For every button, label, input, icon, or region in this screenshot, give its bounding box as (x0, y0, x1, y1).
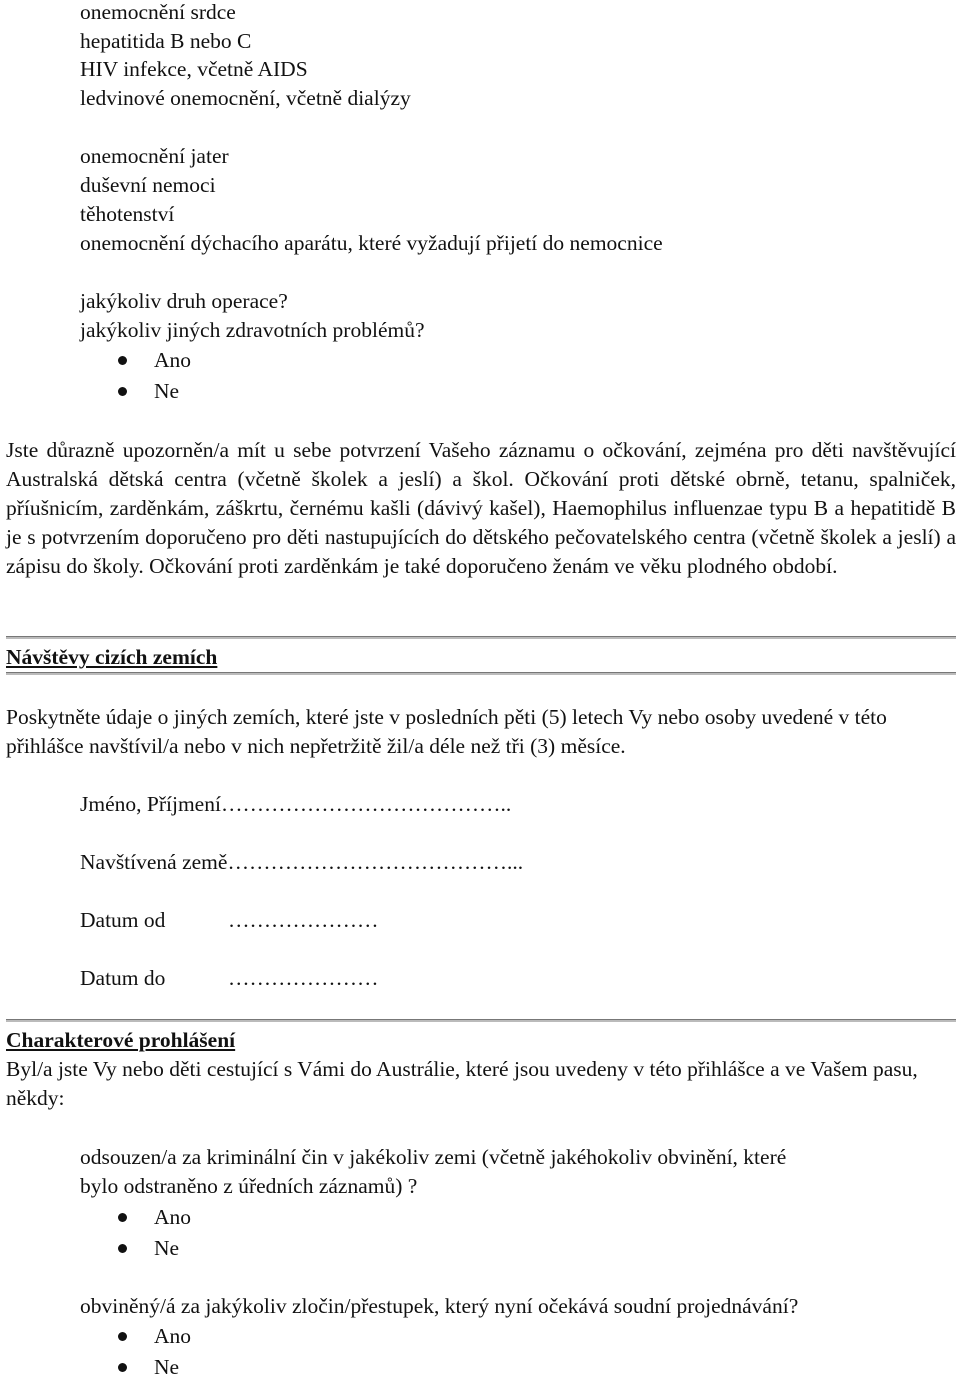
bullet-icon (118, 356, 127, 365)
bullet-icon (118, 1213, 127, 1222)
field-label-name: Jméno, Příjmení………………………………….. (80, 792, 512, 816)
field-label-date-to: Datum do (80, 966, 166, 990)
section-heading-foreign-visits: Návštěvy cizích zemích (6, 645, 218, 669)
character-intro: Byl/a jste Vy nebo děti cestující s Vámi do Austrálie, které jsou uvedeny v této přihlášce a ve Vašem pasu, někdy: (6, 1057, 918, 1110)
option-no[interactable] (118, 377, 179, 406)
list-item: HIV infekce, včetně AIDS (80, 57, 308, 81)
option-label: Ano (154, 348, 192, 372)
foreign-visits-intro: Poskytněte údaje o jiných zemích, které jste v posledních pěti (5) letech Vy nebo osoby uvedené v této přihlášce navštívil/a nebo v nich nepřetržitě žil/a déle než tři (3) měsíce. (6, 705, 887, 758)
country-field[interactable]: …………………………………... (227, 850, 524, 874)
option-yes[interactable] (118, 346, 191, 375)
option-label: Ne (154, 379, 180, 403)
option-label: Ne (154, 1355, 180, 1379)
name-field[interactable]: ………………………………….. (220, 792, 512, 816)
bullet-icon (118, 1244, 127, 1253)
bullet-icon (118, 1363, 127, 1372)
list-item: duševní nemoci (80, 173, 216, 197)
option-yes[interactable] (118, 1203, 191, 1232)
option-label: Ne (154, 1236, 180, 1260)
list-item: onemocnění jater (80, 144, 229, 168)
bullet-icon (118, 1332, 127, 1341)
bullet-icon (118, 387, 127, 396)
section-heading-character: Charakterové prohlášení (6, 1028, 236, 1052)
list-item: jakýkoliv druh operace? (80, 289, 288, 313)
section-divider (6, 672, 956, 675)
option-no[interactable] (118, 1234, 179, 1263)
list-item: ledvinové onemocnění, včetně dialýzy (80, 86, 411, 110)
list-item: onemocnění srdce (80, 0, 236, 24)
question-text: obviněný/á za jakýkoliv zločin/přestupek, který nyní očekává soudní projednávání? (80, 1294, 799, 1318)
vaccination-paragraph: Jste důrazně upozorněn/a mít u sebe potvrzení Vašeho záznamu o očkování, zejména pro děti navštěvující Australská dětská centra (včetně školek a jeslí) a škol. Očkování proti dětské obrně, tetanu, spalniček, příušnicím, zarděnkám, záškrtu, černému kašli (dávivý kašel), Haemophilus influenzae typu B a hepatitidě B je s potvrzením doporučeno pro děti nastupujících do dětského pečovatelského centra (včetně školek a jeslí) a zápisu do školy. Očkování proti zarděnkám je také doporučeno ženám ve věku plodného období. (6, 438, 956, 578)
list-item: onemocnění dýchacího aparátu, které vyžadují přijetí do nemocnice (80, 231, 663, 255)
date-to-field[interactable]: ………………… (228, 966, 379, 990)
list-item: těhotenství (80, 202, 175, 226)
list-item: jakýkoliv jiných zdravotních problémů? (80, 318, 425, 342)
list-item: hepatitida B nebo C (80, 29, 252, 53)
option-label: Ano (154, 1205, 192, 1229)
option-label: Ano (154, 1324, 192, 1348)
date-from-field[interactable]: ………………… (228, 908, 379, 932)
option-yes[interactable] (118, 1322, 191, 1351)
question-text: bylo odstraněno z úředních záznamů) ? (80, 1174, 418, 1198)
question-text: odsouzen/a za kriminální čin v jakékoliv zemi (včetně jakéhokoliv obvinění, které (80, 1145, 787, 1169)
section-divider (6, 636, 956, 639)
field-label-country: Navštívená země…………………………………... (80, 850, 524, 874)
field-label-date-from: Datum od (80, 908, 166, 932)
section-divider (6, 1019, 956, 1022)
